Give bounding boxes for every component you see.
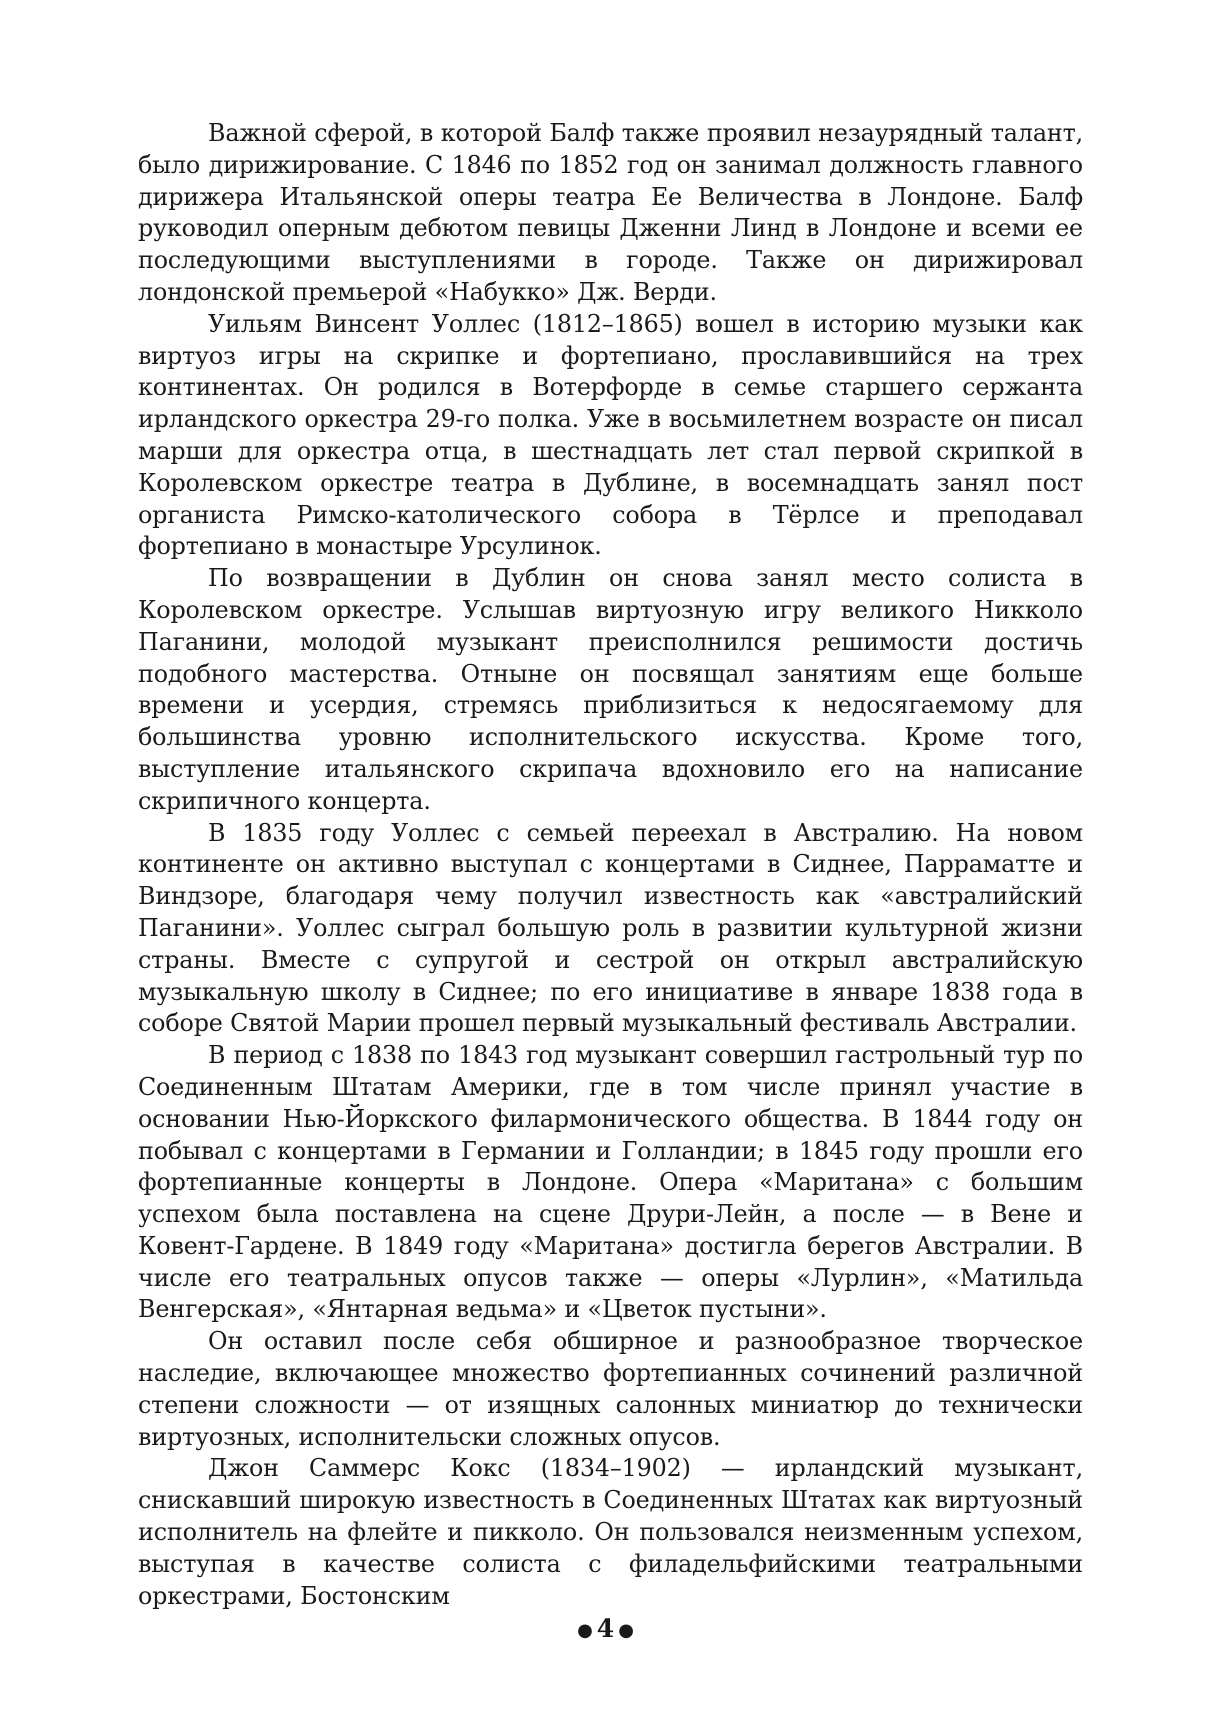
page-number: 4 [596, 1614, 615, 1643]
paragraph-wallace-dublin: По возвращении в Дублин он снова занял место солиста в Королевском оркестре. Услышав виртуозную игру великого Никколо Паганини, молодой музыкант преисполнился решимости достичь подобного мастерства. Отныне он посвящал занятиям еще больше времени и усердия, стремясь приблизиться к недосягаемому для большинства уровню исполнительского искусства. Кроме того, выступление итальянского скрипача вдохновило его на написание скрипичного концерта. [138, 564, 1083, 815]
page-body [138, 118, 1083, 1612]
bullet-left-icon: ● [577, 1620, 593, 1641]
paragraph-wallace-intro: Уильям Винсент Уоллес (1812–1865) вошел в историю музыки как виртуоз игры на скрипке и фортепиано, прославившийся на трех континентах. Он родился в Вотерфорде в семье старшего сержанта ирландского оркестра 29-го полка. Уже в восьмилетнем возрасте он писал марши для оркестра отца, в шестнадцать лет стал первой скрипкой в Королевском оркестре театра в Дублине, в восемнадцать занял пост органиста Римско-католического собора в Тёрлсе и преподавал фортепиано в монастыре Урсулинок. [138, 309, 1083, 561]
paragraph-wallace-australia: В 1835 году Уоллес с семьей переехал в Австралию. На новом континенте он активно выступал с концертами в Сиднее, Парраматте и Виндзоре, благодаря чему получил известность как «австралийский Паганини». Уоллес сыграл большую роль в развитии культурной жизни страны. Вместе с супругой и сестрой он открыл австралийскую музыкальную школу в Сиднее; по его инициативе в январе 1838 года в соборе Святой Марии прошел первый музыкальный фестиваль Австралии. [138, 818, 1083, 1038]
page-number-footer [0, 1614, 1211, 1643]
paragraph-cox-intro: Джон Саммерс Кокс (1834–1902) — ирландский музыкант, снискавший широкую известность в Соединенных Штатах как виртуозный исполнитель на флейте и пикколо. Он пользовался неизменным успехом, выступая в качестве солиста с филадельфийскими театральными оркестрами, Бостонским [138, 1454, 1083, 1610]
paragraph-wallace-legacy: Он оставил после себя обширное и разнообразное творческое наследие, включающее множество фортепианных сочинений различной степени сложности — от изящных салонных миниатюр до технически виртуозных, исполнительски сложных опусов. [138, 1327, 1083, 1451]
paragraph-wallace-tour: В период с 1838 по 1843 год музыкант совершил гастрольный тур по Соединенным Штатам Америки, где в том числе принял участие в основании Нью-Йоркского филармонического общества. В 1844 году он побывал с концертами в Германии и Голландии; в 1845 году прошли его фортепианные концерты в Лондоне. Опера «Маритана» с большим успехом была поставлена на сцене Друри-Лейн, а после — в Вене и Ковент-Гардене. В 1849 году «Маритана» достигла берегов Австралии. В числе его театральных опусов также — оперы «Лурлин», «Матильда Венгерская», «Янтарная ведьма» и «Цветок пустыни». [138, 1041, 1083, 1324]
bullet-right-icon: ● [618, 1620, 634, 1641]
paragraph-balfe-conducting: Важной сферой, в которой Балф также проявил незаурядный талант, было дирижирование. С 1846 по 1852 год он занимал должность главного дирижера Итальянской оперы театра Ее Величества в Лондоне. Балф руководил оперным дебютом певицы Дженни Линд в Лондоне и всеми ее последующими выступлениями в городе. Также он дирижировал лондонской премьерой «Набукко» Дж. Верди. [138, 119, 1083, 306]
